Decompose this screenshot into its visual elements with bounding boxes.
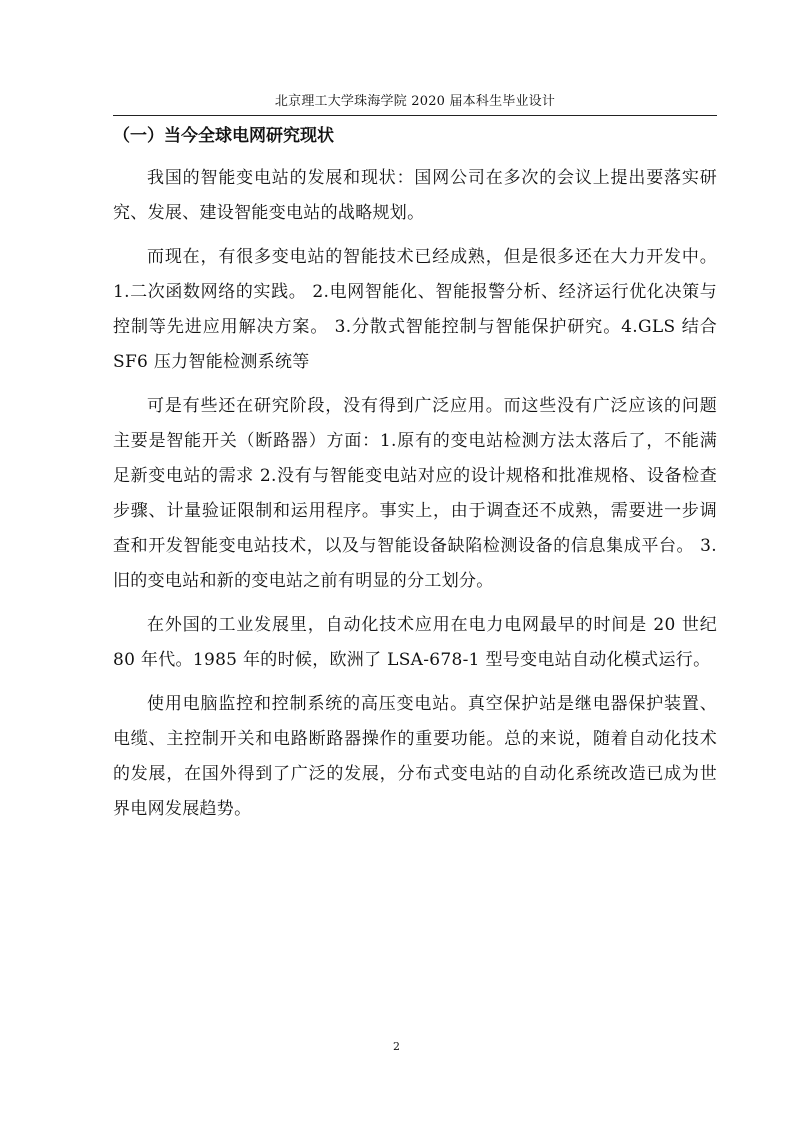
- page-header: [113, 93, 717, 116]
- section-title: （一）当今全球电网研究现状: [113, 126, 334, 146]
- document-body: [113, 120, 717, 827]
- paragraph-mature-technologies: 而现在，有很多变电站的智能技术已经成熟，但是很多还在大力开发中。 1.二次函数网络的实践。 2.电网智能化、智能报警分析、经济运行优化决策与控制等先进应用解决方案。 3.分散式智能控制与智能保护研究。4.GLS 结合 SF6 压力智能检测系统等: [113, 247, 717, 372]
- paragraph-high-voltage-substation: 使用电脑监控和控制系统的高压变电站。真空保护站是继电器保护装置、电缆、主控制开关和电路断路器操作的重要功能。总的来说，随着自动化技术的发展，在国外得到了广泛的发展，分布式变电站的自动化系统改造已成为世界电网发展趋势。: [113, 694, 717, 819]
- paragraph-smart-substation-status: 我国的智能变电站的发展和现状：国网公司在多次的会议上提出要落实研究、发展、建设智能变电站的战略规划。: [113, 168, 717, 223]
- paragraph-foreign-history: 在外国的工业发展里，自动化技术应用在电力电网最早的时间是 20 世纪 80 年代。1985 年的时候，欧洲了 LSA-678-1 型号变电站自动化模式运行。: [113, 615, 717, 670]
- paragraph-research-problems: 可是有些还在研究阶段，没有得到广泛应用。而这些没有广泛应该的问题主要是智能开关（断路器）方面：1.原有的变电站检测方法太落后了，不能满足新变电站的需求 2.没有与智能变电站对应的设计规格和批准规格、设备检查步骤、计量验证限制和运用程序。事实上，由于调查还不成熟，需要进一步调查和开发智能变电站技术，以及与智能设备缺陷检测设备的信息集成平台。 3.旧的变电站和新的变电站之前有明显的分工划分。: [113, 396, 717, 591]
- header-title: 北京理工大学珠海学院 2020 届本科生毕业设计: [274, 94, 556, 109]
- page-number: 2: [393, 1040, 400, 1053]
